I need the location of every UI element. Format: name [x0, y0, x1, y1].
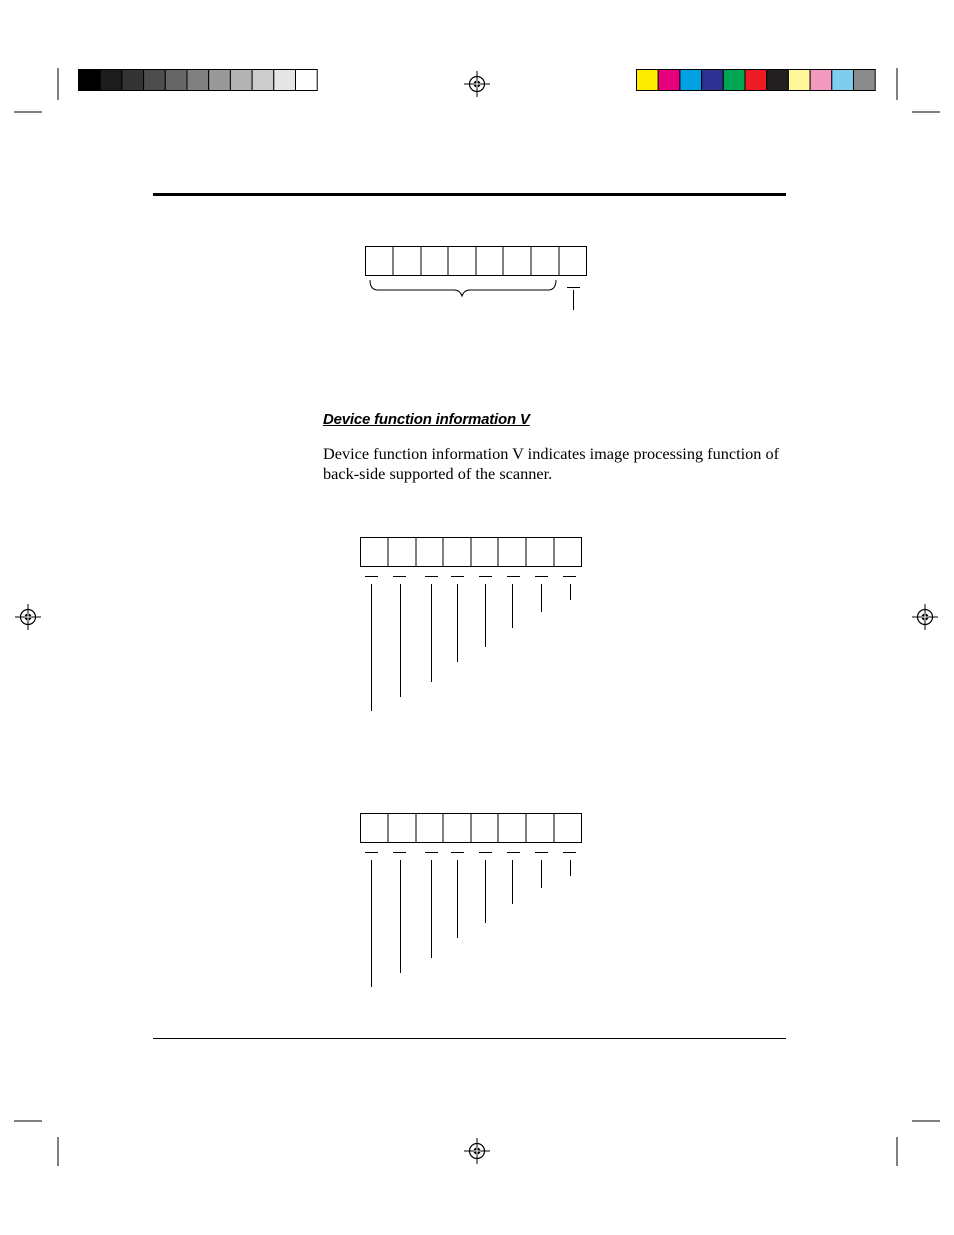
- bit-diagram-2: [361, 538, 582, 712]
- color-swatch: [79, 70, 101, 91]
- color-swatch: [745, 70, 767, 91]
- registration-target-right: [912, 604, 938, 630]
- color-swatch: [230, 70, 252, 91]
- color-swatch: [854, 70, 876, 91]
- color-swatch: [680, 70, 702, 91]
- color-swatch: [144, 70, 166, 91]
- color-swatch: [810, 70, 832, 91]
- color-swatch: [122, 70, 144, 91]
- color-swatch: [187, 70, 209, 91]
- color-swatch: [637, 70, 659, 91]
- bit-diagram-1: [366, 247, 587, 311]
- registration-target-top: [464, 71, 490, 97]
- color-swatch: [723, 70, 745, 91]
- bit-group-brace: [370, 280, 556, 296]
- color-swatch: [702, 70, 724, 91]
- registration-target-left: [15, 604, 41, 630]
- color-swatch: [767, 70, 789, 91]
- color-swatch: [296, 70, 318, 91]
- process-color-bar: [637, 70, 876, 91]
- grayscale-color-bar: [79, 70, 318, 91]
- section-heading: Device function information V: [323, 411, 530, 428]
- bit-leaders: [372, 860, 571, 987]
- color-swatch: [165, 70, 187, 91]
- bit-leaders: [372, 584, 571, 711]
- color-swatch: [832, 70, 854, 91]
- crop-marks: [14, 68, 940, 1166]
- color-swatch: [788, 70, 810, 91]
- registration-target-bottom: [464, 1138, 490, 1164]
- section-paragraph: Device function information V indicates image processing function of back-side supported of the scanner.: [323, 444, 780, 483]
- bit-diagram-3: [361, 814, 582, 988]
- color-swatch: [252, 70, 274, 91]
- color-swatch: [274, 70, 296, 91]
- color-swatch: [658, 70, 680, 91]
- color-swatch: [100, 70, 122, 91]
- color-swatch: [209, 70, 231, 91]
